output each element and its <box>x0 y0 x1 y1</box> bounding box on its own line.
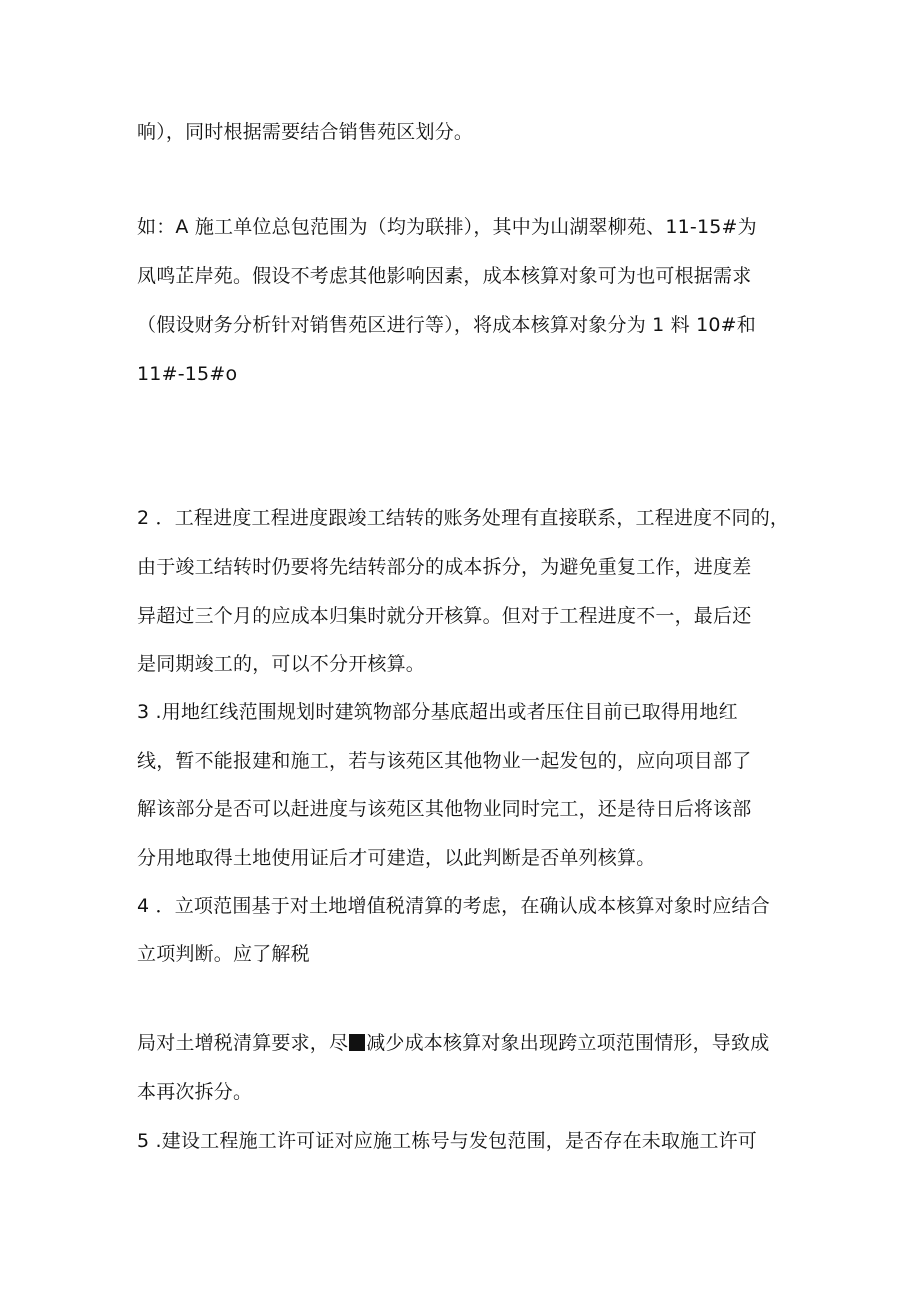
text-line: 分用地取得土地使用证后才可建造，以此判断是否单列核算。 <box>137 847 656 869</box>
text-line: 4 ．立项范围基于对土地增值税清算的考虑，在确认成本核算对象时应结合 <box>137 895 770 917</box>
text-line: 3 .用地红线范围规划时建筑物部分基底超出或者压住目前已取得用地红 <box>137 701 738 723</box>
text-line: 2 ．工程进度工程进度跟竣工结转的账务处理有直接联系，工程进度不同的， <box>137 507 790 529</box>
text-line <box>137 1031 769 1055</box>
text-line: 5 .建设工程施工许可证对应施工栋号与发包范围，是否存在未取施工许可 <box>137 1130 757 1152</box>
text-line: 异超过三个月的应成本归集时就分开核算。但对于工程进度不一，最后还 <box>137 605 752 627</box>
text-line: 本再次拆分。 <box>137 1081 253 1103</box>
text-line: （假设财务分析针对销售苑区进行等），将成本核算对象分为 1 料 10#和 <box>137 314 757 336</box>
text-line: 立项判断。应了解税 <box>137 943 310 965</box>
text-line: 由于竣工结转时仍要将先结转部分的成本拆分，为避免重复工作，进度差 <box>137 556 752 578</box>
text-line: 线，暂不能报建和施工，若与该苑区其他物业一起发包的，应向项目部了 <box>137 750 752 772</box>
redaction-block <box>349 1034 365 1051</box>
text-line: 解该部分是否可以赶进度与该苑区其他物业同时完工，还是待日后将该部 <box>137 798 752 820</box>
text-line: 响），同时根据需要结合销售苑区划分。 <box>137 121 474 143</box>
text-line: 11#-15#o <box>137 363 238 385</box>
text-line: 是同期竣工的，可以不分开核算。 <box>137 653 426 675</box>
text-segment: 减少成本核算对象出现跨立项范围情形，导致成 <box>366 1032 770 1054</box>
text-line: 凤鸣芷岸苑。假设不考虑其他影响因素，成本核算对象可为也可根据需求 <box>137 265 752 287</box>
text-line: 如：A 施工单位总包范围为（均为联排），其中为山湖翠柳苑、11-15#为 <box>137 216 757 238</box>
text-segment: 局对土增税清算要求，尽 <box>137 1032 349 1054</box>
